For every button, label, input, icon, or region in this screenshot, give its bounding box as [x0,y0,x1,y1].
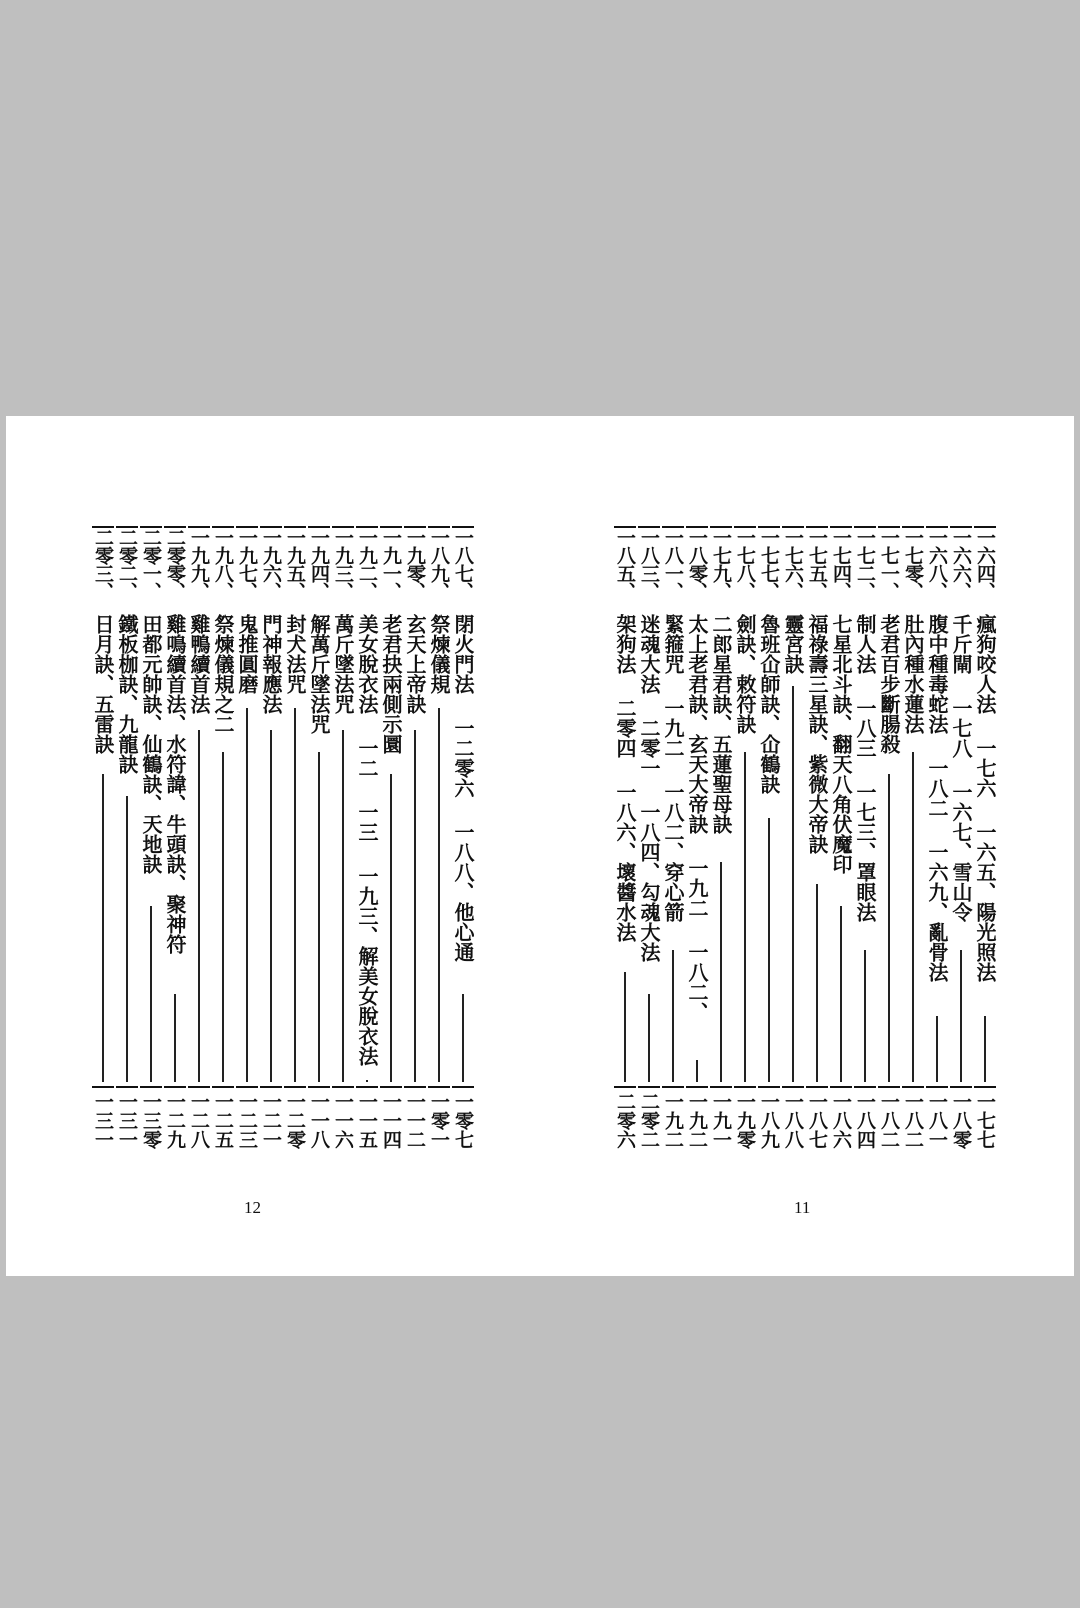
entry-title: 架狗法 二零四 一八六、壞醬水法 [613,614,637,942]
entry-page: 一零一 [428,1086,450,1172]
entry-page: 一三一 [116,1086,138,1172]
entry-number: 一九七、 [236,526,258,612]
toc-entry [332,526,354,1166]
entry-title: 老君抉兩側示圜 [379,614,403,754]
entry-title: 劍訣、敕符訣 [733,614,757,734]
entry-number: 一七零、 [902,526,924,612]
left-page [6,416,540,1276]
toc-entry [686,526,708,1166]
leader-line [864,950,866,1082]
leader-line [126,796,128,1082]
entry-page: 一八八 [782,1086,804,1172]
leader-line [342,730,344,1082]
leader-line [984,1016,986,1082]
entry-number: 一八九、 [428,526,450,612]
toc-entry [140,526,162,1166]
entry-page: 二零六 [614,1086,636,1172]
leader-line [888,774,890,1082]
toc-entry [92,526,114,1166]
entry-page: 一二五 [212,1086,234,1172]
leader-line [648,994,650,1082]
toc-entry [116,526,138,1166]
toc-entry [734,526,756,1166]
entry-title: 緊箍咒 一九二 一八二、穿心箭 [661,614,685,922]
entry-title: 腹中種毒蛇法 一八二 一六九、亂骨法 [925,614,949,982]
leader-line [936,1016,938,1082]
entry-page: 一二九 [164,1086,186,1172]
entry-number: 一八三、 [638,526,660,612]
entry-page: 一二零 [284,1086,306,1172]
toc-entry [284,526,306,1166]
toc-entry [164,526,186,1166]
entry-title: 解萬斤墜法咒 [307,614,331,734]
entry-title: 田都元帥訣、仙鶴訣、天地訣 [139,614,163,874]
entry-page: 一一四 [380,1086,402,1172]
leader-line [816,884,818,1082]
entry-number: 一八零、 [686,526,708,612]
toc-entry [188,526,210,1166]
toc-entry [260,526,282,1166]
entry-page: 一九零 [734,1086,756,1172]
entry-number: 一九八、 [212,526,234,612]
entry-page: 一八零 [950,1086,972,1172]
entry-title: 迷魂大法 二零一 一八四、勾魂大法 [637,614,661,962]
entry-page: 一三零 [140,1086,162,1172]
entry-title: 魯班仚師訣、仚鶴訣 [757,614,781,794]
leader-line [696,1060,698,1082]
toc-entry [356,526,378,1166]
entry-page: 一九二 [686,1086,708,1172]
leader-line [294,708,296,1082]
entry-title: 福祿壽三星訣、紫微大帝訣 [805,614,829,854]
toc-entry [404,526,426,1166]
toc-entry [926,526,948,1166]
entry-title: 祭煉儀規之二 [211,614,235,734]
entry-number: 一九三、 [332,526,354,612]
entry-number: 一九一、 [380,526,402,612]
entry-number: 一七八、 [734,526,756,612]
entry-number: 一六八、 [926,526,948,612]
leader-line [270,730,272,1082]
leader-line [174,994,176,1082]
entry-page: 一二八 [188,1086,210,1172]
leader-line [840,906,842,1082]
entry-title: 門神報應法 [259,614,283,714]
entry-title: 制人法 一八三 一七三、罩眼法 [853,614,877,922]
toc-columns-left [78,526,474,1166]
toc-entry [854,526,876,1166]
toc-entry [638,526,660,1166]
leader-line [744,752,746,1082]
leader-line [222,752,224,1082]
toc-entry [236,526,258,1166]
leader-line [792,686,794,1082]
entry-number: 二零二、 [116,526,138,612]
toc-entry [974,526,996,1166]
toc-entry [452,526,474,1166]
leader-line [912,752,914,1082]
page-number-left: 12 [244,1198,261,1217]
entry-title: 萬斤墜法咒 [331,614,355,714]
entry-page: 一八七 [806,1086,828,1172]
toc-entry [662,526,684,1166]
leader-line [198,730,200,1082]
entry-number: 一九四、 [308,526,330,612]
toc-entry [380,526,402,1166]
entry-page: 一二一 [260,1086,282,1172]
leader-line [960,950,962,1082]
entry-page: 一八六 [830,1086,852,1172]
entry-number: 二零一、 [140,526,162,612]
entry-title: 封犬法咒 [283,614,307,694]
entry-number: 一九六、 [260,526,282,612]
toc-entry [758,526,780,1166]
leader-line [414,730,416,1082]
entry-number: 一七五、 [806,526,828,612]
entry-number: 一八一、 [662,526,684,612]
entry-number: 二零零、 [164,526,186,612]
leader-line [318,752,320,1082]
toc-entry [902,526,924,1166]
entry-number: 一六六、 [950,526,972,612]
entry-number: 一七九、 [710,526,732,612]
entry-page: 一一二 [404,1086,426,1172]
toc-entry [830,526,852,1166]
entry-title: 七星北斗訣、翻天八角伏魔印 [829,614,853,874]
entry-page: 一八一 [926,1086,948,1172]
entry-title: 瘋狗咬人法 一七六 一六五、陽光照法 [973,614,997,982]
entry-title: 玄天上帝訣 [403,614,427,714]
leader-line [150,906,152,1082]
entry-page: 一九一 [710,1086,732,1172]
toc-entry [308,526,330,1166]
entry-title: 太上老君訣、玄天大帝訣 一九二 一八二、 [685,614,709,1022]
entry-title: 閉火門法 一二零六 一八八、他心通 [451,614,475,962]
entry-number: 一八五、 [614,526,636,612]
entry-number: 一九五、 [284,526,306,612]
leader-line [246,708,248,1082]
entry-page: 一九二 [662,1086,684,1172]
entry-number: 一六四、 [974,526,996,612]
book-spread [6,416,1074,1276]
entry-number: 二零三、 [92,526,114,612]
entry-title: 鬼推圓磨 [235,614,259,694]
entry-title: 肚內種水蓮法 [901,614,925,734]
entry-page: 一一八 [308,1086,330,1172]
entry-number: 一七一、 [878,526,900,612]
entry-page: 一一五 [356,1086,378,1172]
entry-title: 祭煉儀規 [427,614,451,694]
toc-entry [614,526,636,1166]
leader-line [462,994,464,1082]
leader-line [390,774,392,1082]
leader-line [720,862,722,1082]
entry-title: 靈宮訣 [781,614,805,674]
entry-page: 一八四 [854,1086,876,1172]
entry-page: 一八九 [758,1086,780,1172]
entry-title: 雞鴨續首法 [187,614,211,714]
entry-page: 一三一 [92,1086,114,1172]
entry-page: 一二三 [236,1086,258,1172]
toc-entry [212,526,234,1166]
entry-page: 一八二 [902,1086,924,1172]
entry-page: 一七七 [974,1086,996,1172]
entry-title: 鐵板枷訣、九龍訣 [115,614,139,774]
entry-number: 一七七、 [758,526,780,612]
entry-number: 一七六、 [782,526,804,612]
entry-number: 一九九、 [188,526,210,612]
toc-entry [878,526,900,1166]
entry-page: 一八二 [878,1086,900,1172]
entry-number: 一七二、 [854,526,876,612]
entry-title: 二郎星君訣、五蓮聖母訣 [709,614,733,834]
toc-columns-right [608,526,996,1166]
toc-entry [806,526,828,1166]
leader-line [438,708,440,1082]
entry-title: 千斤閘 一七八 一六七、雪山令 [949,614,973,922]
entry-number: 一九零、 [404,526,426,612]
right-page [540,416,1074,1276]
entry-title: 雞鳴續首法、水符諱、牛頭訣、聚神符 [163,614,187,954]
entry-title: 日月訣、五雷訣 [91,614,115,754]
toc-entry [782,526,804,1166]
entry-page: 一一六 [332,1086,354,1172]
entry-title: 老君百步斷腸殺 [877,614,901,754]
leader-line [672,950,674,1082]
leader-line [624,972,626,1082]
entry-title: 美女脫衣法 一二 一三 一九三、解美女脫衣法 [355,614,379,1066]
entry-number: 一七四、 [830,526,852,612]
entry-number: 一九二、 [356,526,378,612]
toc-entry [428,526,450,1166]
page-number-right: 11 [794,1198,811,1217]
toc-entry [710,526,732,1166]
entry-page: 二零二 [638,1086,660,1172]
entry-page: 一零七 [452,1086,474,1172]
leader-line [366,1080,368,1082]
leader-line [768,818,770,1082]
entry-number: 一八七、 [452,526,474,612]
toc-entry [950,526,972,1166]
leader-line [102,774,104,1082]
